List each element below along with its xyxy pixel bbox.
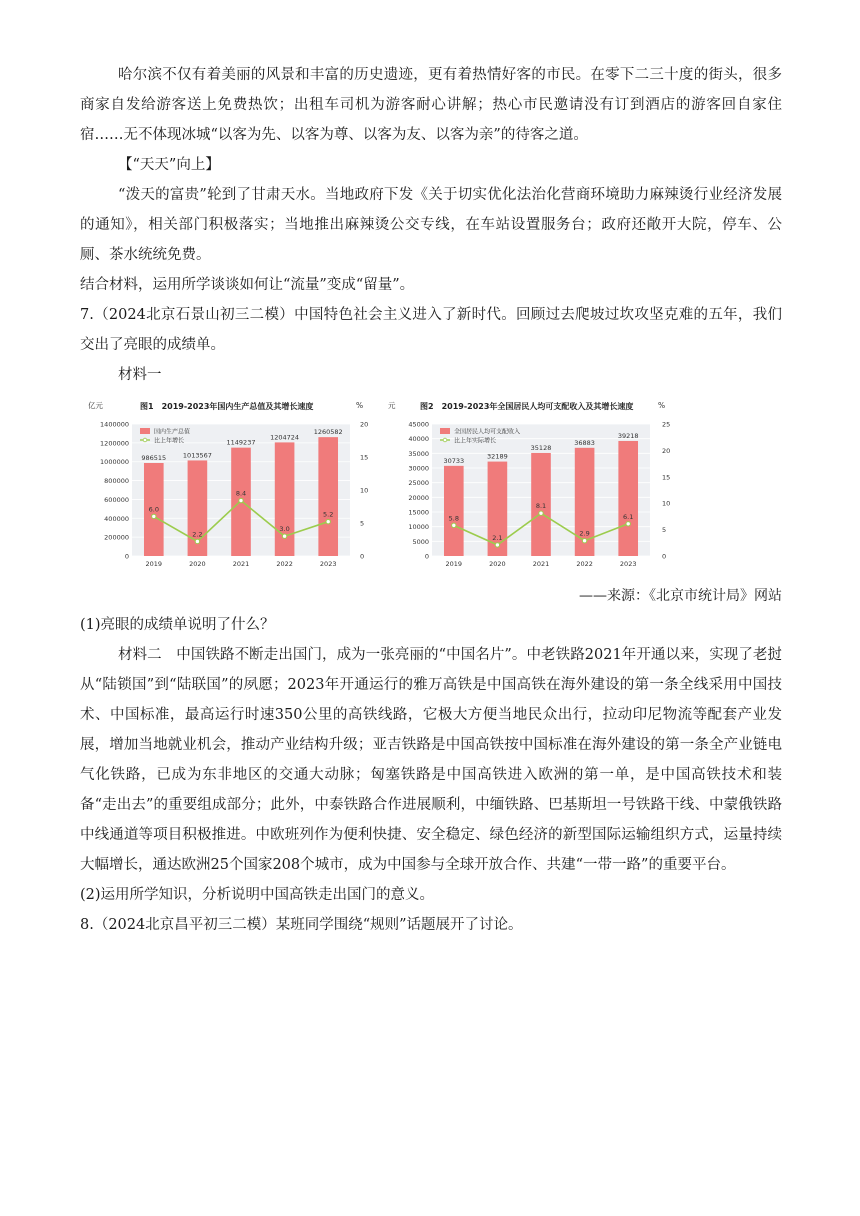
chart1-ytick-label: 1400000 xyxy=(100,420,129,429)
chart2-ytick-label: 20000 xyxy=(408,493,429,502)
chart1-bar xyxy=(275,442,295,556)
chart1-ytick-label: 600000 xyxy=(104,495,129,504)
chart2-ytick-label: 45000 xyxy=(408,420,429,429)
chart2-growth-label: 8.1 xyxy=(535,502,547,511)
chart1-ytick-label: 800000 xyxy=(104,477,129,486)
chart1-y2tick-label: 20 xyxy=(360,420,369,429)
chart1-ytick-label: 200000 xyxy=(104,533,129,542)
chart2-y2tick-label: 0 xyxy=(662,552,667,561)
charts-figure xyxy=(80,398,782,578)
chart1-legend-line-marker xyxy=(143,438,147,442)
chart2-bar-label: 36883 xyxy=(574,438,595,447)
chart1-ytick-label: 1200000 xyxy=(100,439,129,448)
chart2-growth-label: 2.9 xyxy=(579,529,590,538)
chart2-growth-point xyxy=(582,538,586,542)
chart2-ytick-label: 15000 xyxy=(408,508,429,517)
chart1-xtick-label: 2019 xyxy=(145,560,163,568)
chart1-legend-bar-swatch xyxy=(140,428,150,434)
chart2-bar-label: 35128 xyxy=(530,443,552,452)
chart2-y2tick-label: 5 xyxy=(662,526,667,535)
chart1-ytick-label: 0 xyxy=(124,552,129,561)
question-7-stem: 7.（2024北京石景山初三二模）中国特色社会主义进入了新时代。回顾过去爬坡过坎攻坚克难的五年，我们交出了亮眼的成绩单。 xyxy=(80,307,782,353)
chart2-y2tick-label: 15 xyxy=(662,473,671,482)
chart1-y2tick-label: 15 xyxy=(360,453,369,462)
chart2-xtick-label: 2021 xyxy=(532,560,550,568)
tianshui-paragraph: “泼天的富贵”轮到了甘肃天水。当地政府下发《关于切实优化法治化营商环境助力麻辣烫行业经济发展的通知》，相关部门积极落实；当地推出麻辣烫公交专线，在车站设置服务台；政府还敞开大院，停车、公厕、茶水统统免费。 xyxy=(80,187,782,263)
chart2-legend-bar-swatch xyxy=(440,428,450,434)
chart2-ytick-label: 30000 xyxy=(408,464,429,473)
chart2-y2tick-label: 25 xyxy=(662,420,671,429)
chart1-ytick-label: 400000 xyxy=(104,514,129,523)
question-7-2: (2)运用所学知识，分析说明中国高铁走出国门的意义。 xyxy=(80,887,435,903)
chart1-ytick-label: 1000000 xyxy=(100,458,129,467)
chart1-y2tick-label: 0 xyxy=(360,552,365,561)
chart2-ytick-label: 35000 xyxy=(408,449,429,458)
chart1-bar-label: 1013567 xyxy=(182,451,212,460)
chart2-bar xyxy=(444,466,464,556)
chart2-growth-label: 2.1 xyxy=(492,533,503,542)
chart2-ytick-label: 5000 xyxy=(412,537,429,546)
chart1-legend-bar-label: 国内生产总值 xyxy=(154,428,191,436)
question-6-prompt: 结合材料，运用所学谈谈如何让“流量”变成“留量”。 xyxy=(80,277,415,293)
chart2-growth-point xyxy=(539,511,543,515)
chart1-xtick-label: 2023 xyxy=(319,560,337,568)
chart2-bar-label: 39218 xyxy=(617,431,639,440)
material-2-paragraph: 材料二 中国铁路不断走出国门，成为一张亮丽的“中国名片”。中老铁路2021年开通以来，实现了老挝从“陆锁国”到“陆联国”的夙愿；2023年开通运行的雅万高铁是中国高铁在海外建设的第一条全线采用中国技术、中国标准，最高运行时速350公里的高铁线路，它极大方便当地民众出行，拉动印尼物流等配套产业发展，增加当地就业机会，推动产业结构升级；亚吉铁路是中国高铁按中国标准在海外建设的第一条全产业链电气化铁路，已成为东非地区的交通大动脉；匈塞铁路是中国高铁进入欧洲的第一单，是中国高铁技术和装备“走出去”的重要组成部分；此外，中泰铁路合作进展顺利，中缅铁路、巴基斯坦一号铁路干线、中蒙俄铁路中线通道等项目积极推进。中欧班列作为便利快捷、安全稳定、绿色经济的新型国际运输组织方式，运量持续大幅增长，通达欧洲25个国家208个城市，成为中国参与全球开放合作、共建“一带一路”的重要平台。 xyxy=(80,647,783,873)
chart1-growth-point xyxy=(239,498,243,502)
document-page xyxy=(80,60,782,940)
chart1-legend-line-label: 比上年增长 xyxy=(154,437,185,445)
chart2-xtick-label: 2023 xyxy=(619,560,637,568)
chart2-growth-label: 5.8 xyxy=(448,514,459,523)
chart1-xtick-label: 2020 xyxy=(189,560,206,568)
chart1-growth-label: 3.0 xyxy=(279,525,290,534)
chart1-xtick-label: 2021 xyxy=(232,560,250,568)
chart1-title: 图1 2019-2023年国内生产总值及其增长速度 xyxy=(140,402,314,411)
source-line: ——来源：《北京市统计局》网站 xyxy=(579,588,782,604)
question-8-stem: 8.（2024北京昌平初三二模）某班同学围绕“规则”话题展开了讨论。 xyxy=(80,917,523,933)
chart1-y2tick-label: 10 xyxy=(360,486,369,495)
chart1-growth-label: 6.0 xyxy=(148,505,159,514)
material-1-label: 材料一 xyxy=(118,367,162,383)
chart2-bar-label: 32189 xyxy=(487,452,508,461)
chart2-legend-line-marker xyxy=(443,438,447,442)
tianshui-heading: 【“天天”向上】 xyxy=(118,157,220,173)
chart1-bar xyxy=(318,437,338,556)
chart1-growth-point xyxy=(326,519,330,523)
chart2-y-unit: 元 xyxy=(388,401,396,410)
chart1-y-unit: 亿元 xyxy=(88,401,103,410)
chart2-growth-point xyxy=(495,543,499,547)
chart1-xtick-label: 2022 xyxy=(276,560,293,568)
chart2-y2tick-label: 20 xyxy=(662,446,671,455)
chart2-growth-point xyxy=(452,523,456,527)
harbin-paragraph: 哈尔滨不仅有着美丽的风景和丰富的历史遗迹，更有着热情好客的市民。在零下二三十度的街头，很多商家自发给游客送上免费热饮；出租车司机为游客耐心讲解；热心市民邀请没有订到酒店的游客回自家住宿……无不体现冰城“以客为先、以客为尊、以客为友、以客为亲”的待客之道。 xyxy=(80,67,782,143)
chart2-xtick-label: 2019 xyxy=(445,560,463,568)
chart2-y2tick-label: 10 xyxy=(662,499,671,508)
chart2-ytick-label: 10000 xyxy=(408,523,429,532)
chart2-bar xyxy=(618,441,638,556)
charts-svg xyxy=(80,398,782,578)
chart1-bar-label: 1260582 xyxy=(313,428,343,437)
chart2-y2-unit: % xyxy=(658,401,666,410)
chart2-legend-bar-label: 全国居民人均可支配收入 xyxy=(454,428,521,436)
chart1-y2tick-label: 5 xyxy=(360,519,365,528)
chart1-bar-label: 986515 xyxy=(141,453,167,462)
chart1-growth-label: 2.2 xyxy=(192,530,203,539)
chart1-growth-label: 5.2 xyxy=(323,510,334,519)
chart1-bar-label: 1149237 xyxy=(226,438,256,447)
chart1-growth-point xyxy=(282,534,286,538)
chart2-bar-label: 30733 xyxy=(443,456,465,465)
chart1-growth-label: 8.4 xyxy=(235,489,247,498)
chart1-bar-label: 1204724 xyxy=(270,433,300,442)
chart1-growth-point xyxy=(195,539,199,543)
chart2-xtick-label: 2020 xyxy=(489,560,506,568)
chart2-ytick-label: 25000 xyxy=(408,479,429,488)
chart2-title: 图2 2019-2023年全国居民人均可支配收入及其增长速度 xyxy=(420,402,634,411)
chart2-growth-label: 6.1 xyxy=(623,512,634,521)
question-7-1: (1)亮眼的成绩单说明了什么？ xyxy=(80,617,275,633)
chart2-ytick-label: 0 xyxy=(424,552,429,561)
chart2-growth-point xyxy=(626,522,630,526)
chart2-ytick-label: 40000 xyxy=(408,435,429,444)
chart1-y2-unit: % xyxy=(356,401,364,410)
chart1-growth-point xyxy=(152,514,156,518)
chart2-legend-line-label: 比上年实际增长 xyxy=(454,437,497,445)
chart2-xtick-label: 2022 xyxy=(576,560,593,568)
